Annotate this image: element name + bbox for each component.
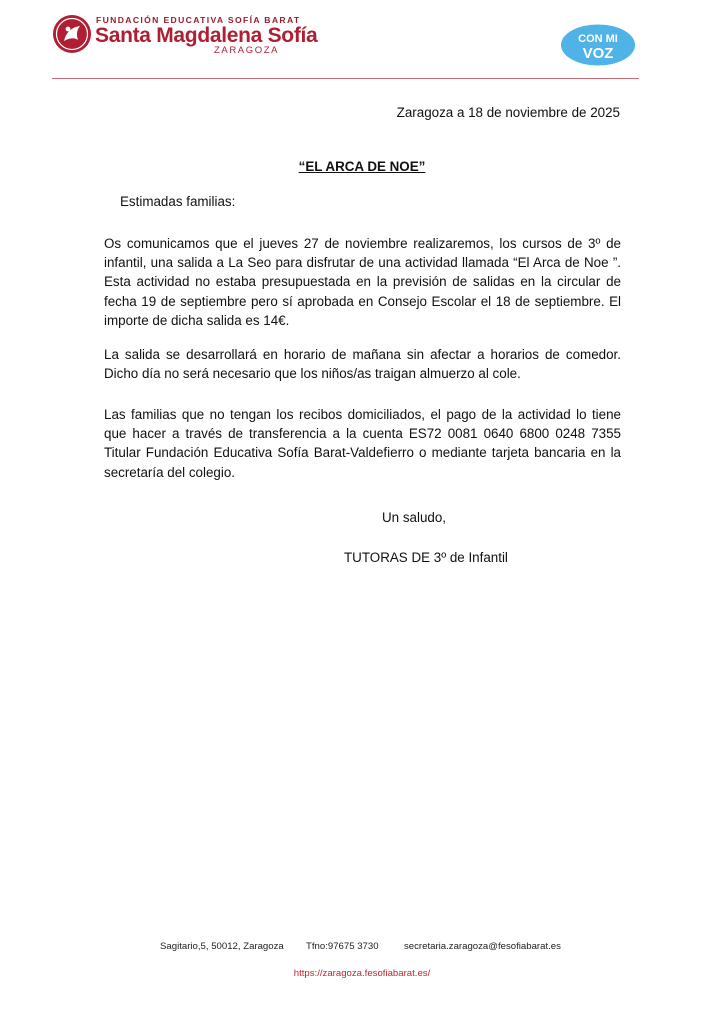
- school-city: ZARAGOZA: [214, 45, 280, 56]
- letter-signature: TUTORAS DE 3º de Infantil: [344, 550, 508, 565]
- letter-closing: Un saludo,: [382, 510, 447, 525]
- foundation-name: FUNDACIÓN EDUCATIVA SOFÍA BARAT: [96, 15, 301, 25]
- letter-date: Zaragoza a 18 de noviembre de 2025: [396, 105, 620, 120]
- footer-phone: Tfno:97675 3730: [306, 941, 379, 952]
- con-mi-voz-badge-icon: [560, 24, 636, 66]
- paragraph-payment: Las familias que no tengan los recibos domiciliados, el pago de la actividad lo tiene que hacer a través de transferencia a la cuenta ES72 0081 0640 6800 0248 7355 Titular Fundación Educativa Sofía Barat-Valdefierro o mediante tarjeta bancaria en la secretaría del colegio.: [104, 407, 621, 480]
- footer-address: Sagitario,5, 50012, Zaragoza: [160, 941, 284, 952]
- letterhead: [0, 0, 724, 80]
- footer-email[interactable]: secretaria.zaragoza@fesofiabarat.es: [404, 941, 561, 952]
- badge-line-1: CON MI: [578, 33, 618, 45]
- footer-website-link[interactable]: https://zaragoza.fesofiabarat.es/: [293, 968, 431, 979]
- paragraph-schedule: La salida se desarrollará en horario de mañana sin afectar a horarios de comedor. Dicho día no será necesario que los niños/as traigan almuerzo al cole.: [104, 347, 621, 382]
- badge-line-2: VOZ: [582, 45, 614, 62]
- header-divider: [52, 78, 639, 79]
- school-logo-icon: [52, 14, 92, 54]
- school-name: Santa Magdalena Sofía: [95, 24, 318, 47]
- letter-title: “EL ARCA DE NOE”: [298, 159, 426, 174]
- letter-greeting: Estimadas familias:: [120, 194, 236, 209]
- paragraph-announcement: Os comunicamos que el jueves 27 de noviembre realizaremos, los cursos de 3º de infantil, una salida a La Seo para disfrutar de una actividad llamada “El Arca de Noe ”. Esta actividad no estaba presupuestada en la previsión de salidas en la circular de fecha 19 de septiembre pero sí aprobada en Consejo Escolar el 18 de septiembre. El importe de dicha salida es 14€.: [104, 236, 621, 328]
